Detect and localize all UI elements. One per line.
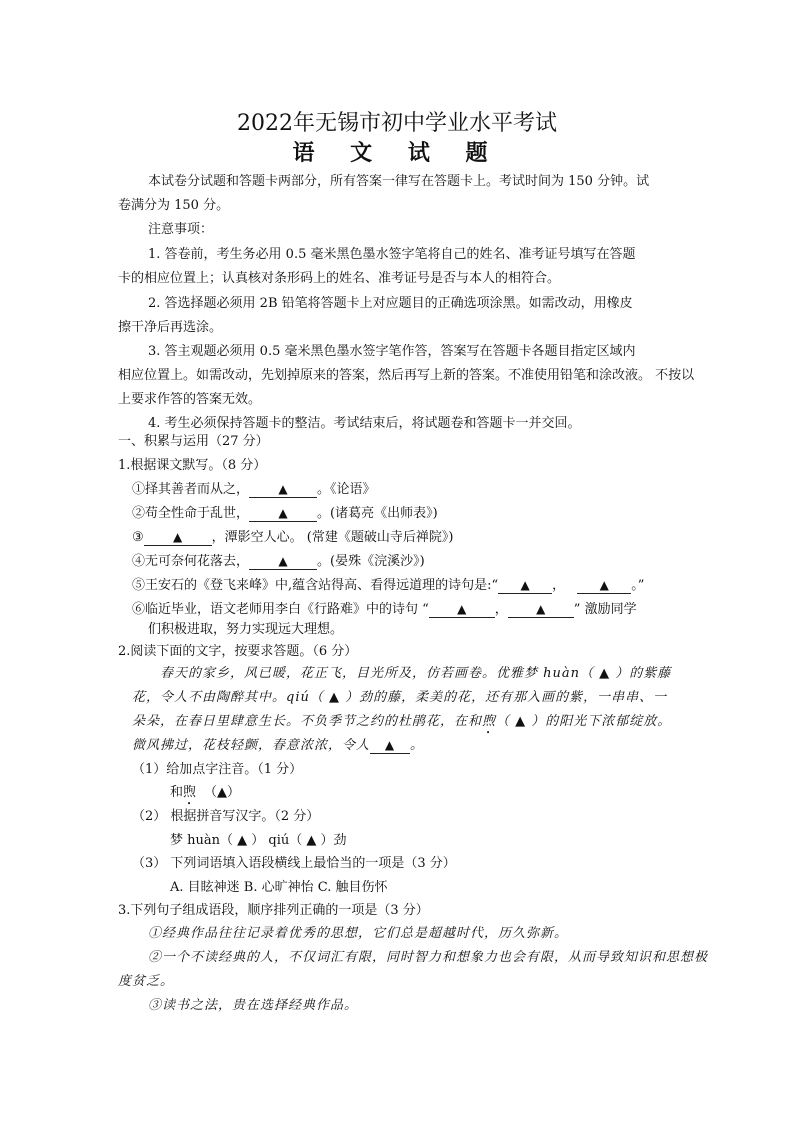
answer-blank — [498, 578, 552, 594]
answer-blank — [429, 602, 495, 618]
q1-item-3-num: ③ — [132, 530, 144, 545]
q1-item-4-source: 。(晏殊《浣溪沙》) — [317, 554, 425, 569]
answer-blank — [508, 602, 574, 618]
intro-line-2: 卷满分为 150 分。 — [118, 198, 230, 213]
q1-item-2-text: ②苟全性命于乱世， — [132, 506, 250, 521]
answer-blank — [577, 578, 631, 594]
answer-blank — [249, 482, 317, 498]
q1-item-1-text: ①择其善者而从之， — [132, 482, 250, 497]
q1-item-6-line-2: 们积极进取，努力实现远大理想。 — [148, 622, 344, 637]
emphasized-char: 煦 — [482, 714, 497, 729]
q1-item-5-comma: ， — [552, 578, 566, 593]
q2-sub-1-answer: （▲） — [204, 785, 241, 800]
q2-sub-1-text: 和 — [170, 785, 184, 800]
q1-item-3-text: ，潭影空人心。 (常建《题破山寺后禅院》) — [211, 530, 454, 545]
triangle-marker: ▲ — [173, 530, 183, 544]
q1-item-4 — [132, 550, 425, 570]
answer-blank — [144, 530, 212, 546]
passage-line-2: 花，令人不由陶醉其中。qiú（ ▲ ）劲的藤，柔美的花，还有那入画的紫，一串串、一 — [132, 690, 668, 705]
q2-sub-2-items: 梦 huàn（ ▲ ） qiú（ ▲ ）劲 — [170, 833, 347, 848]
q2-sub-3: （3） 下列词语填入语段横线上最恰当的一项是（3 分） — [132, 856, 456, 871]
note-3-line-3: 上要求作答的答案无效。 — [118, 392, 262, 407]
answer-blank — [249, 554, 317, 570]
passage-line-4-end: 。 — [410, 738, 425, 753]
q1-item-1-source: 。《论语》 — [317, 482, 376, 497]
passage-line-4-text: 微风拂过，花枝轻颤，春意浓浓，令人 — [132, 738, 371, 753]
q3-sentence-1: ①经典作品往往记录着优秀的思想，它们总是超越时代，历久弥新。 — [148, 926, 569, 941]
answer-blank — [370, 738, 410, 754]
q1-item-5 — [132, 574, 644, 594]
intro-line-1: 本试卷分试题和答题卡两部分，所有答案一律写在答题卡上。考试时间为 150 分钟。试 — [148, 174, 650, 189]
question-1-stem: 1.根据课文默写。（8 分） — [118, 458, 267, 473]
triangle-marker: ▲ — [384, 738, 396, 752]
q3-sentence-2-cont: 度贫乏。 — [118, 974, 175, 989]
note-4: 4. 考生必须保持答题卡的整洁。考试结束后，将试题卷和答题卡一并交回。 — [148, 416, 581, 431]
triangle-marker: ▲ — [278, 506, 288, 520]
note-2-line-1: 2. 答选择题必须用 2B 铅笔将答题卡上对应题目的正确选项涂黑。如需改动，用橡皮 — [148, 296, 633, 311]
q1-item-2 — [132, 502, 438, 522]
q1-item-5-text: ⑤王安石的《登飞来峰》中,蕴含站得高、看得远道理的诗句是:“ — [132, 578, 499, 593]
note-1-line-2: 卡的相应位置上；认真核对条形码上的姓名、准考证号是否与本人的相符合。 — [118, 271, 561, 286]
q1-item-4-text: ④无可奈何花落去， — [132, 554, 250, 569]
note-3-line-2: 相应位置上。如需改动，先划掉原来的答案，然后再写上新的答案。不准使用铅笔和涂改液。 不按以 — [118, 368, 695, 383]
q2-sub-1-item — [170, 781, 240, 808]
passage-line-4 — [132, 734, 424, 754]
passage-line-3-text: 朵朵，在春日里肆意生长。不负季节之约的杜鹃花，在和 — [132, 714, 483, 729]
q2-sub-3-options: A. 目眩神迷 B. 心旷神怡 C. 触目伤怀 — [170, 880, 388, 895]
q1-item-6 — [132, 598, 637, 618]
q2-sub-1: （1）给加点字注音。（1 分） — [132, 762, 303, 777]
q2-sub-2: （2） 根据拼音写汉字。（2 分） — [132, 809, 320, 824]
triangle-marker: ▲ — [520, 578, 530, 592]
question-3-stem: 3.下列句子组成语段，顺序排列正确的一项是（3 分） — [118, 903, 429, 918]
q1-item-6-text: ⑥临近毕业，语文老师用李白《行路难》中的诗句 “ — [132, 602, 429, 617]
note-1-line-1: 1. 答卷前，考生务必用 0.5 毫米黑色墨水签字笔将自己的姓名、准考证号填写在答题 — [148, 247, 636, 262]
emphasized-char: 煦 — [183, 785, 197, 800]
q1-item-5-end: 。” — [631, 578, 645, 593]
q3-sentence-3: ③读书之法，贵在选择经典作品。 — [148, 998, 359, 1013]
passage-line-3-rest: （ ▲ ）的阳光下浓郁绽放。 — [496, 714, 672, 729]
question-2-stem: 2.阅读下面的文字，按要求答题。（6 分） — [118, 644, 358, 659]
triangle-marker: ▲ — [536, 602, 546, 616]
section-1-heading: 一、积累与运用（27 分） — [118, 434, 269, 449]
q1-item-3 — [132, 526, 453, 546]
triangle-marker: ▲ — [457, 602, 467, 616]
passage-line-3 — [132, 710, 671, 737]
q1-item-6-end: ” 激励同学 — [573, 602, 637, 617]
note-2-line-2: 擦干净后再选涂。 — [118, 320, 223, 335]
q3-sentence-2: ②一个不读经典的人，不仅词汇有限，同时智力和想象力也会有限，从而导致知识和思想极 — [148, 950, 709, 965]
q1-item-1 — [132, 478, 376, 498]
q1-item-6-comma: ， — [494, 602, 508, 617]
passage-line-1: 春天的家乡，风已暖，花正飞，目光所及，仿若画卷。优雅梦 huàn（ ▲ ）的紫藤 — [160, 666, 672, 681]
triangle-marker: ▲ — [599, 578, 609, 592]
q1-item-2-source: 。(诸葛亮《出师表》) — [317, 506, 438, 521]
answer-blank — [249, 506, 317, 522]
triangle-marker: ▲ — [278, 554, 288, 568]
triangle-marker: ▲ — [278, 482, 288, 496]
note-3-line-1: 3. 答主观题必须用 0.5 毫米黑色墨水签字笔作答，答案写在答题卡各题目指定区域内 — [148, 344, 636, 359]
exam-subtitle: 语 文 试 题 — [292, 140, 502, 166]
exam-title: 2022年无锡市初中学业水平考试 — [237, 111, 557, 136]
notes-heading: 注意事项： — [148, 222, 214, 237]
